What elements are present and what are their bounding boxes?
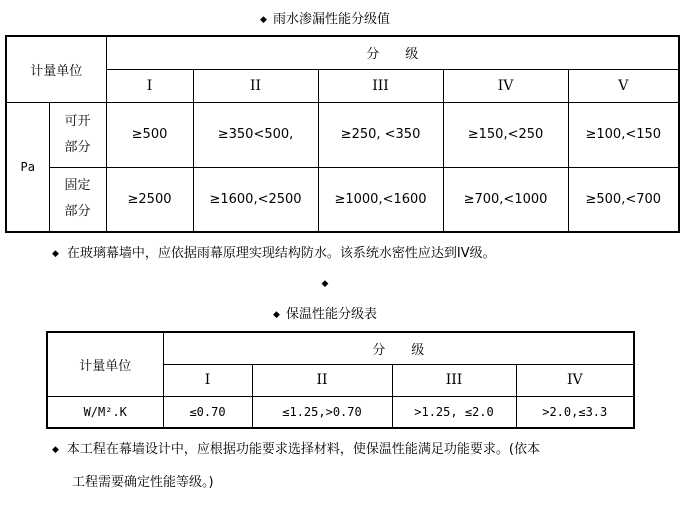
table1-title-line xyxy=(0,12,650,29)
table-cell: ≥1000,<1600 xyxy=(318,167,443,232)
diamond-bullet-icon: ◆ xyxy=(52,445,59,455)
grade-col-4: IV xyxy=(516,364,634,396)
grade-col-2: II xyxy=(193,69,318,102)
table2-note xyxy=(52,442,540,459)
row-label-openable: 可开 部分 xyxy=(49,102,106,167)
grade-col-5: V xyxy=(568,69,679,102)
grade-header: 分 级 xyxy=(163,332,634,364)
table1-note xyxy=(52,246,496,263)
table-cell: ≤1.25,>0.70 xyxy=(252,396,392,428)
diamond-bullet-icon: ◆ xyxy=(260,15,267,25)
unit-wm2k: W/M².K xyxy=(47,396,163,428)
table-cell: ≥150,<250 xyxy=(443,102,568,167)
table-cell: ≥500 xyxy=(106,102,193,167)
grade-col-1: I xyxy=(163,364,252,396)
table-cell: ≥1600,<2500 xyxy=(193,167,318,232)
table-cell: >2.0,≤3.3 xyxy=(516,396,634,428)
table-cell: ≥700,<1000 xyxy=(443,167,568,232)
grade-header: 分 级 xyxy=(106,36,679,69)
unit-pa: Pa xyxy=(6,102,49,232)
table1-note-text: 在玻璃幕墙中，应依据雨幕原理实现结构防水。该系统水密性应达到IV级。 xyxy=(66,246,496,261)
table2-title: 保温性能分级表 xyxy=(285,307,377,322)
grade-col-3: III xyxy=(318,69,443,102)
unit-header: 计量单位 xyxy=(6,36,106,102)
diamond-separator-icon: ◆ xyxy=(321,279,329,289)
diamond-bullet-icon: ◆ xyxy=(273,310,280,320)
table-cell: ≥100,<150 xyxy=(568,102,679,167)
diamond-bullet-icon: ◆ xyxy=(52,249,59,259)
grade-col-2: II xyxy=(252,364,392,396)
table-cell: ≥2500 xyxy=(106,167,193,232)
table2-title-line xyxy=(0,307,650,324)
table-cell: ≥500,<700 xyxy=(568,167,679,232)
insulation-grade-table xyxy=(46,331,635,429)
rain-leakage-grade-table xyxy=(5,35,680,233)
table-cell: ≥250, <350 xyxy=(318,102,443,167)
table2-note-text-line2: 工程需要确定性能等级。) xyxy=(72,475,214,490)
table-cell: ≤0.70 xyxy=(163,396,252,428)
table-cell: ≥350<500, xyxy=(193,102,318,167)
row-label-fixed: 固定 部分 xyxy=(49,167,106,232)
grade-col-4: IV xyxy=(443,69,568,102)
table2-note-text-line1: 本工程在幕墙设计中，应根据功能要求选择材料，使保温性能满足功能要求。(依本 xyxy=(66,442,540,457)
grade-col-3: III xyxy=(392,364,516,396)
table-cell: >1.25, ≤2.0 xyxy=(392,396,516,428)
table1-title: 雨水渗漏性能分级值 xyxy=(272,12,390,27)
unit-header: 计量单位 xyxy=(47,332,163,396)
grade-col-1: I xyxy=(106,69,193,102)
